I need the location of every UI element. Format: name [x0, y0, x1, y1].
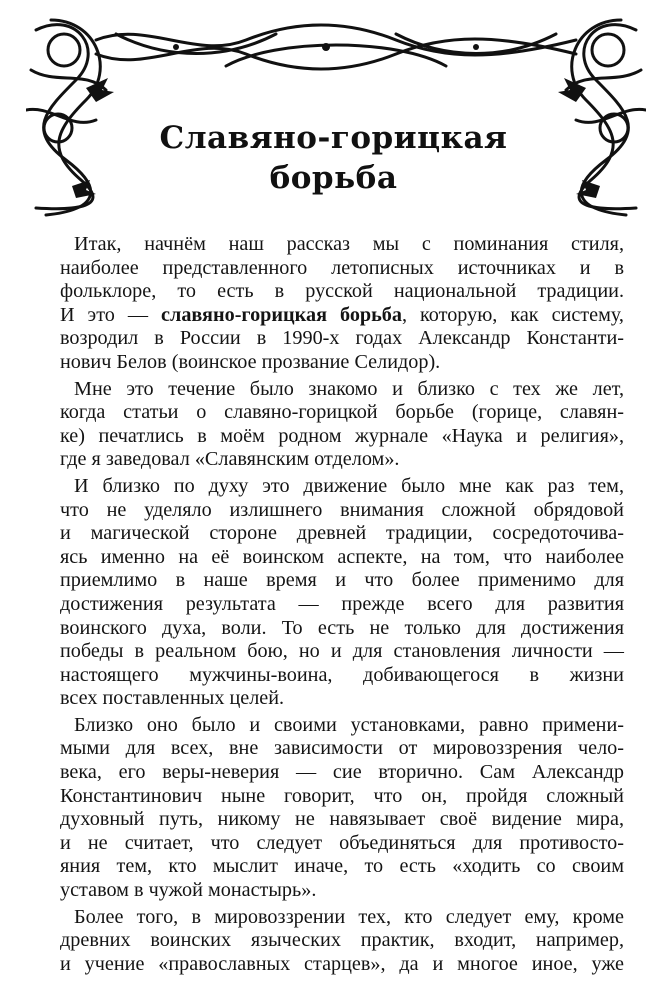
chapter-title-line-2: борьба	[269, 160, 398, 196]
text-segment: где я заведовал «Славянским отделом».	[60, 448, 400, 471]
text-segment: яния тем, кто мыслит иначе, то есть «ходить со своим	[60, 855, 624, 878]
text-line	[60, 499, 624, 523]
text-line	[60, 593, 624, 617]
body-text	[60, 233, 624, 976]
text-line	[60, 617, 624, 641]
text-segment: мыми для всех, вне зависимости от мировоззрения чело-	[60, 737, 624, 760]
text-segment: И близко по духу это движение было мне как раз тем,	[74, 474, 624, 497]
text-segment: и не считает, что следует объединяться для противосто-	[60, 831, 624, 854]
text-segment: Константинович ныне говорит, что он, пройдя сложный	[60, 784, 624, 807]
text-line	[60, 714, 624, 738]
text-segment: духовный путь, никому не навязывает своё видение мира,	[60, 808, 624, 831]
text-segment: Итак, начнём наш рассказ мы с поминания стиля,	[74, 233, 624, 255]
text-line	[60, 401, 624, 425]
text-segment: , которую, как систему,	[402, 303, 624, 326]
text-line	[60, 687, 624, 711]
text-line	[60, 475, 624, 499]
paragraph	[60, 378, 624, 472]
text-segment: победы в реальном бою, но и для становления личности —	[60, 640, 624, 663]
text-segment: И это —	[60, 303, 162, 326]
highlighted-term: славяно-горицкая борьба	[161, 303, 402, 326]
text-line	[60, 378, 624, 402]
paragraph	[60, 233, 624, 375]
text-segment: уставом в чужой монастырь».	[60, 879, 317, 902]
text-line	[60, 351, 624, 375]
text-segment: возродил в России в 1990-х годах Александр Константи-	[60, 327, 624, 350]
paragraph	[60, 906, 624, 977]
text-line	[60, 832, 624, 856]
text-segment: достижения результата — прежде всего для развития	[60, 592, 624, 615]
text-segment: фольклоре, то есть в русской национальной традиции.	[60, 280, 624, 303]
text-line	[60, 879, 624, 903]
text-segment: приемлимо в наше время и что более применимо для	[60, 569, 624, 592]
text-line	[60, 233, 624, 257]
text-line	[60, 929, 624, 953]
text-line	[60, 785, 624, 809]
chapter-title-line-1: Славяно-горицкая	[159, 120, 508, 156]
text-segment: века, его веры-неверия — сие вторично. Сам Александр	[60, 761, 624, 784]
text-line	[60, 522, 624, 546]
text-line	[60, 304, 624, 328]
text-line	[60, 737, 624, 761]
text-segment: воинского духа, воли. То есть не только для достижения	[60, 616, 624, 639]
text-segment: Более того, в мировоззрении тех, кто следует ему, кроме	[74, 905, 624, 928]
text-segment: древних воинских языческих практик, входит, например,	[60, 929, 624, 952]
text-line	[60, 569, 624, 593]
text-segment: ке) печатлись в моём родном журнале «Наука и религия»,	[60, 424, 624, 447]
text-segment: всех поставленных целей.	[60, 687, 285, 710]
text-segment: наиболее представленного летописных источниках и в	[60, 256, 624, 279]
text-line	[60, 855, 624, 879]
text-segment: что не уделяло излишнего внимания сложной обрядовой	[60, 498, 624, 521]
text-line	[60, 808, 624, 832]
text-line	[60, 280, 624, 304]
text-segment: и учение «православных старцев», да и многое иное, уже	[60, 952, 624, 975]
paragraph	[60, 475, 624, 711]
text-segment: настоящего мужчины-воина, добивающегося в жизни	[60, 663, 624, 686]
text-segment: Мне это течение было знакомо и близко с тех же лет,	[74, 377, 624, 400]
text-segment: нович Белов (воинское прозвание Селидор).	[60, 350, 441, 373]
text-line	[60, 664, 624, 688]
text-line	[60, 546, 624, 570]
text-line	[60, 327, 624, 351]
text-segment: когда статьи о славяно-горицкой борьбе (горице, славян-	[60, 401, 624, 424]
text-line	[60, 448, 624, 472]
text-line	[60, 761, 624, 785]
text-line	[60, 953, 624, 977]
text-segment: и магической стороне древней традиции, сосредоточива-	[60, 522, 624, 545]
text-line	[60, 640, 624, 664]
text-segment: ясь именно на её воинском аспекте, на том, что наиболее	[60, 545, 624, 568]
text-line	[60, 906, 624, 930]
paragraph	[60, 714, 624, 903]
text-segment: Близко оно было и своими установками, равно примени-	[74, 713, 624, 736]
text-line	[60, 425, 624, 449]
text-line	[60, 257, 624, 281]
